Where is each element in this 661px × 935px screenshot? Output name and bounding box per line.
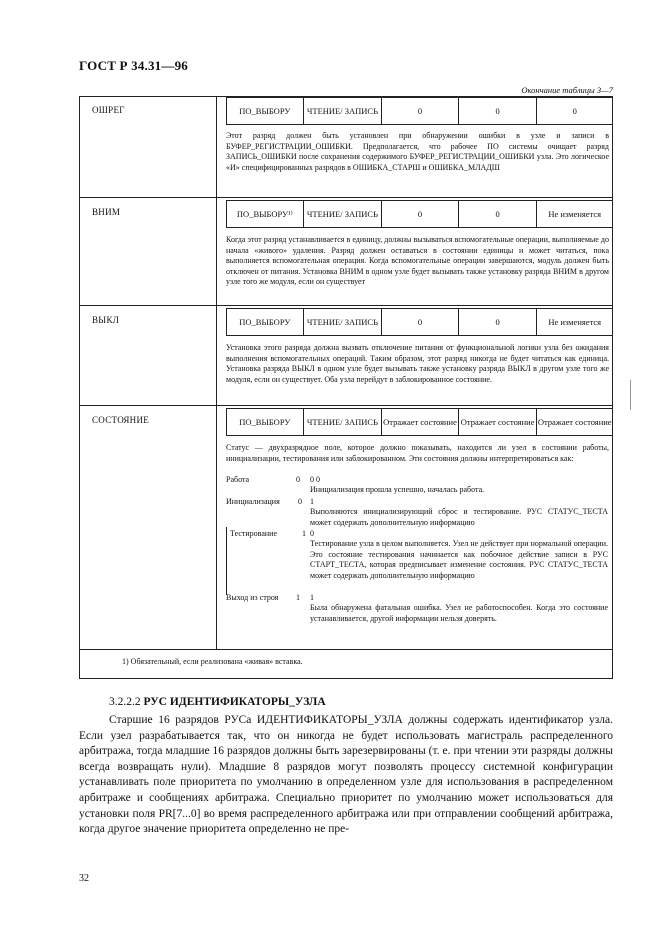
section-body [79,713,613,838]
status-states-list [226,475,609,635]
field-value: Не изменяется [536,201,612,227]
state-name: Выход из строя 1 [226,593,300,602]
field-value: 0 [458,309,537,335]
field-value: 0 [536,98,612,124]
field-presence: ПО_ВЫБОРУ¹⁾ [236,209,293,219]
state-bits: 0 [310,529,314,538]
field-name: ВНИМ [92,207,121,217]
state-description: Выполняются инициализирующий сброс и тестирование. РУС СТАТУС_ТЕСТА может содержать дополнительную информацию [310,507,608,527]
table-continuation-label: Окончание таблицы 3—7 [521,85,613,95]
state-name: Инициализация 0 [226,497,302,506]
field-attributes [226,200,613,228]
state-name: Работа 0 [226,475,300,484]
field-attributes [226,408,613,436]
field-name: ВЫКЛ [92,315,120,325]
field-value: 0 [458,98,537,124]
scan-margin-mark [630,380,631,410]
section-paragraph: Старшие 16 разрядов РУСа ИДЕНТИФИКАТОРЫ_УЗЛА должны содержать идентификатор узла. Если узел разрабатывается так, что он никогда не будет использовать магистраль распределенного арбитража, тогда младшие 16 разрядов должны быть зарезервированы (т. е. при чтении эти разряды должны всегда возвращать нули). Младшие 8 разрядов могут позволять процессу системной конфигурации устанавливать поле приоритета по умолчанию в определенном узле для использования в распределенном арбитраже и сообщениях арбитража. Специально приоритет по умолчанию может использоваться для установки поля PR[7...0] во время распределенного арбитража или при отправлении сообщений арбитража, когда другое значение приоритета определенно не пре- [79,714,613,836]
field-name: ОШРЕГ [92,105,125,115]
state-description: Была обнаружена фатальная ошибка. Узел не работоспособен. Когда это состояние устанавливается, другой информации нельзя доверять. [310,603,608,623]
state-bracket [226,527,227,595]
field-access: ЧТЕНИЕ/ ЗАПИСЬ [303,98,382,124]
state-description: Тестирование узла в целом выполняется. Узел не действует при нормальной операции. Это состояние тестирования начинается как побочное действие записи в РУС СТАРТ_ТЕСТА, которая предписывает изменение состояния. РУС СТАТУС_ТЕСТА может содержать дополнительную информацию [310,539,608,580]
state-bits: 1 [310,593,314,602]
section-heading [109,696,326,708]
field-presence: ПО_ВЫБОРУ [239,106,291,116]
field-attributes [226,97,613,125]
field-attributes [226,308,613,336]
field-description: Статус — двухразрядное поле, которое должно показывать, находится ли узел в состоянии работы, инициализации, тестирования или заблокированном. Эти состояния должны интерпретироваться как: [226,443,609,463]
table-footnote: 1) Обязательный, если реализована «живая» вставка. [122,657,303,666]
field-access: ЧТЕНИЕ/ ЗАПИСЬ [303,409,382,435]
field-value: 0 [381,201,458,227]
field-value: Не изменяется [536,309,612,335]
state-bits: 1 [310,497,314,506]
table-column-divider [216,97,217,649]
field-value: 0 [458,201,537,227]
section-number: 3.2.2.2 [109,696,141,708]
footnote-divider [80,649,612,650]
field-value: Отражает состояние [458,409,537,435]
page-number: 32 [79,873,89,884]
state-description: Инициализация прошла успешно, началась работа. [310,485,485,494]
field-presence: ПО_ВЫБОРУ [239,417,291,427]
row-divider [80,305,612,306]
row-divider [80,405,612,406]
section-title: РУС ИДЕНТИФИКАТОРЫ_УЗЛА [143,696,326,708]
field-description: Установка этого разряда должна вызвать отключение питания от функциональной логики узла без ожидания выполнения вспомогательных операций. Таким образом, этот разряд никогда не будет читаться как единица. Установка разряда ВЫКЛ в одном узле будет вызывать также установку разряда ВЫКЛ в другом узле того же модуля, если он существует. Оба узла перейдут в заблокированное состояние. [226,343,609,384]
row-divider [80,197,612,198]
field-value: 0 [381,98,458,124]
field-presence: ПО_ВЫБОРУ [239,317,291,327]
field-name: СОСТОЯНИЕ [92,415,150,425]
field-access: ЧТЕНИЕ/ ЗАПИСЬ [303,309,382,335]
field-description: Когда этот разряд устанавливается в единицу, должны вызываться вспомогательные операции, выполняемые до начала «живого» удаления. Разряд должен оставаться в состоянии единицы и может читаться, пока выполняется вспомогательная операция. Когда вспомогательные операции завершаются, модуль должен быть отключен от питания. Установка ВНИМ в одном узле будет вызывать также установку разряда ВНИМ в другом узле того же модуля, если он существует [226,235,609,286]
state-name: Тестирование 1 [230,529,306,538]
field-value: Отражает состояние [536,409,612,435]
field-value: 0 [381,309,458,335]
document-title: ГОСТ Р 34.31—96 [79,58,188,73]
field-description: Этот разряд должен быть установлен при обнаружении ошибки в узле и записи в БУФЕР_РЕГИСТРАЦИИ_ОШИБКИ. Предполагается, что рабочее ПО системы очищает разряд ЗАПИСЬ_ОШИБКИ после сохранения содержимого БУФЕР_РЕГИСТРАЦИИ_ОШИБКИ узла. Это логическое «И» специфицированных разрядов в ОШИБКА_СТАРШ и ОШИБКА_МЛАДШ [226,131,609,172]
state-bits: 0 0 [310,475,320,484]
field-value: Отражает состояние [381,409,458,435]
field-access: ЧТЕНИЕ/ ЗАПИСЬ [303,201,382,227]
register-fields-table [79,96,613,679]
